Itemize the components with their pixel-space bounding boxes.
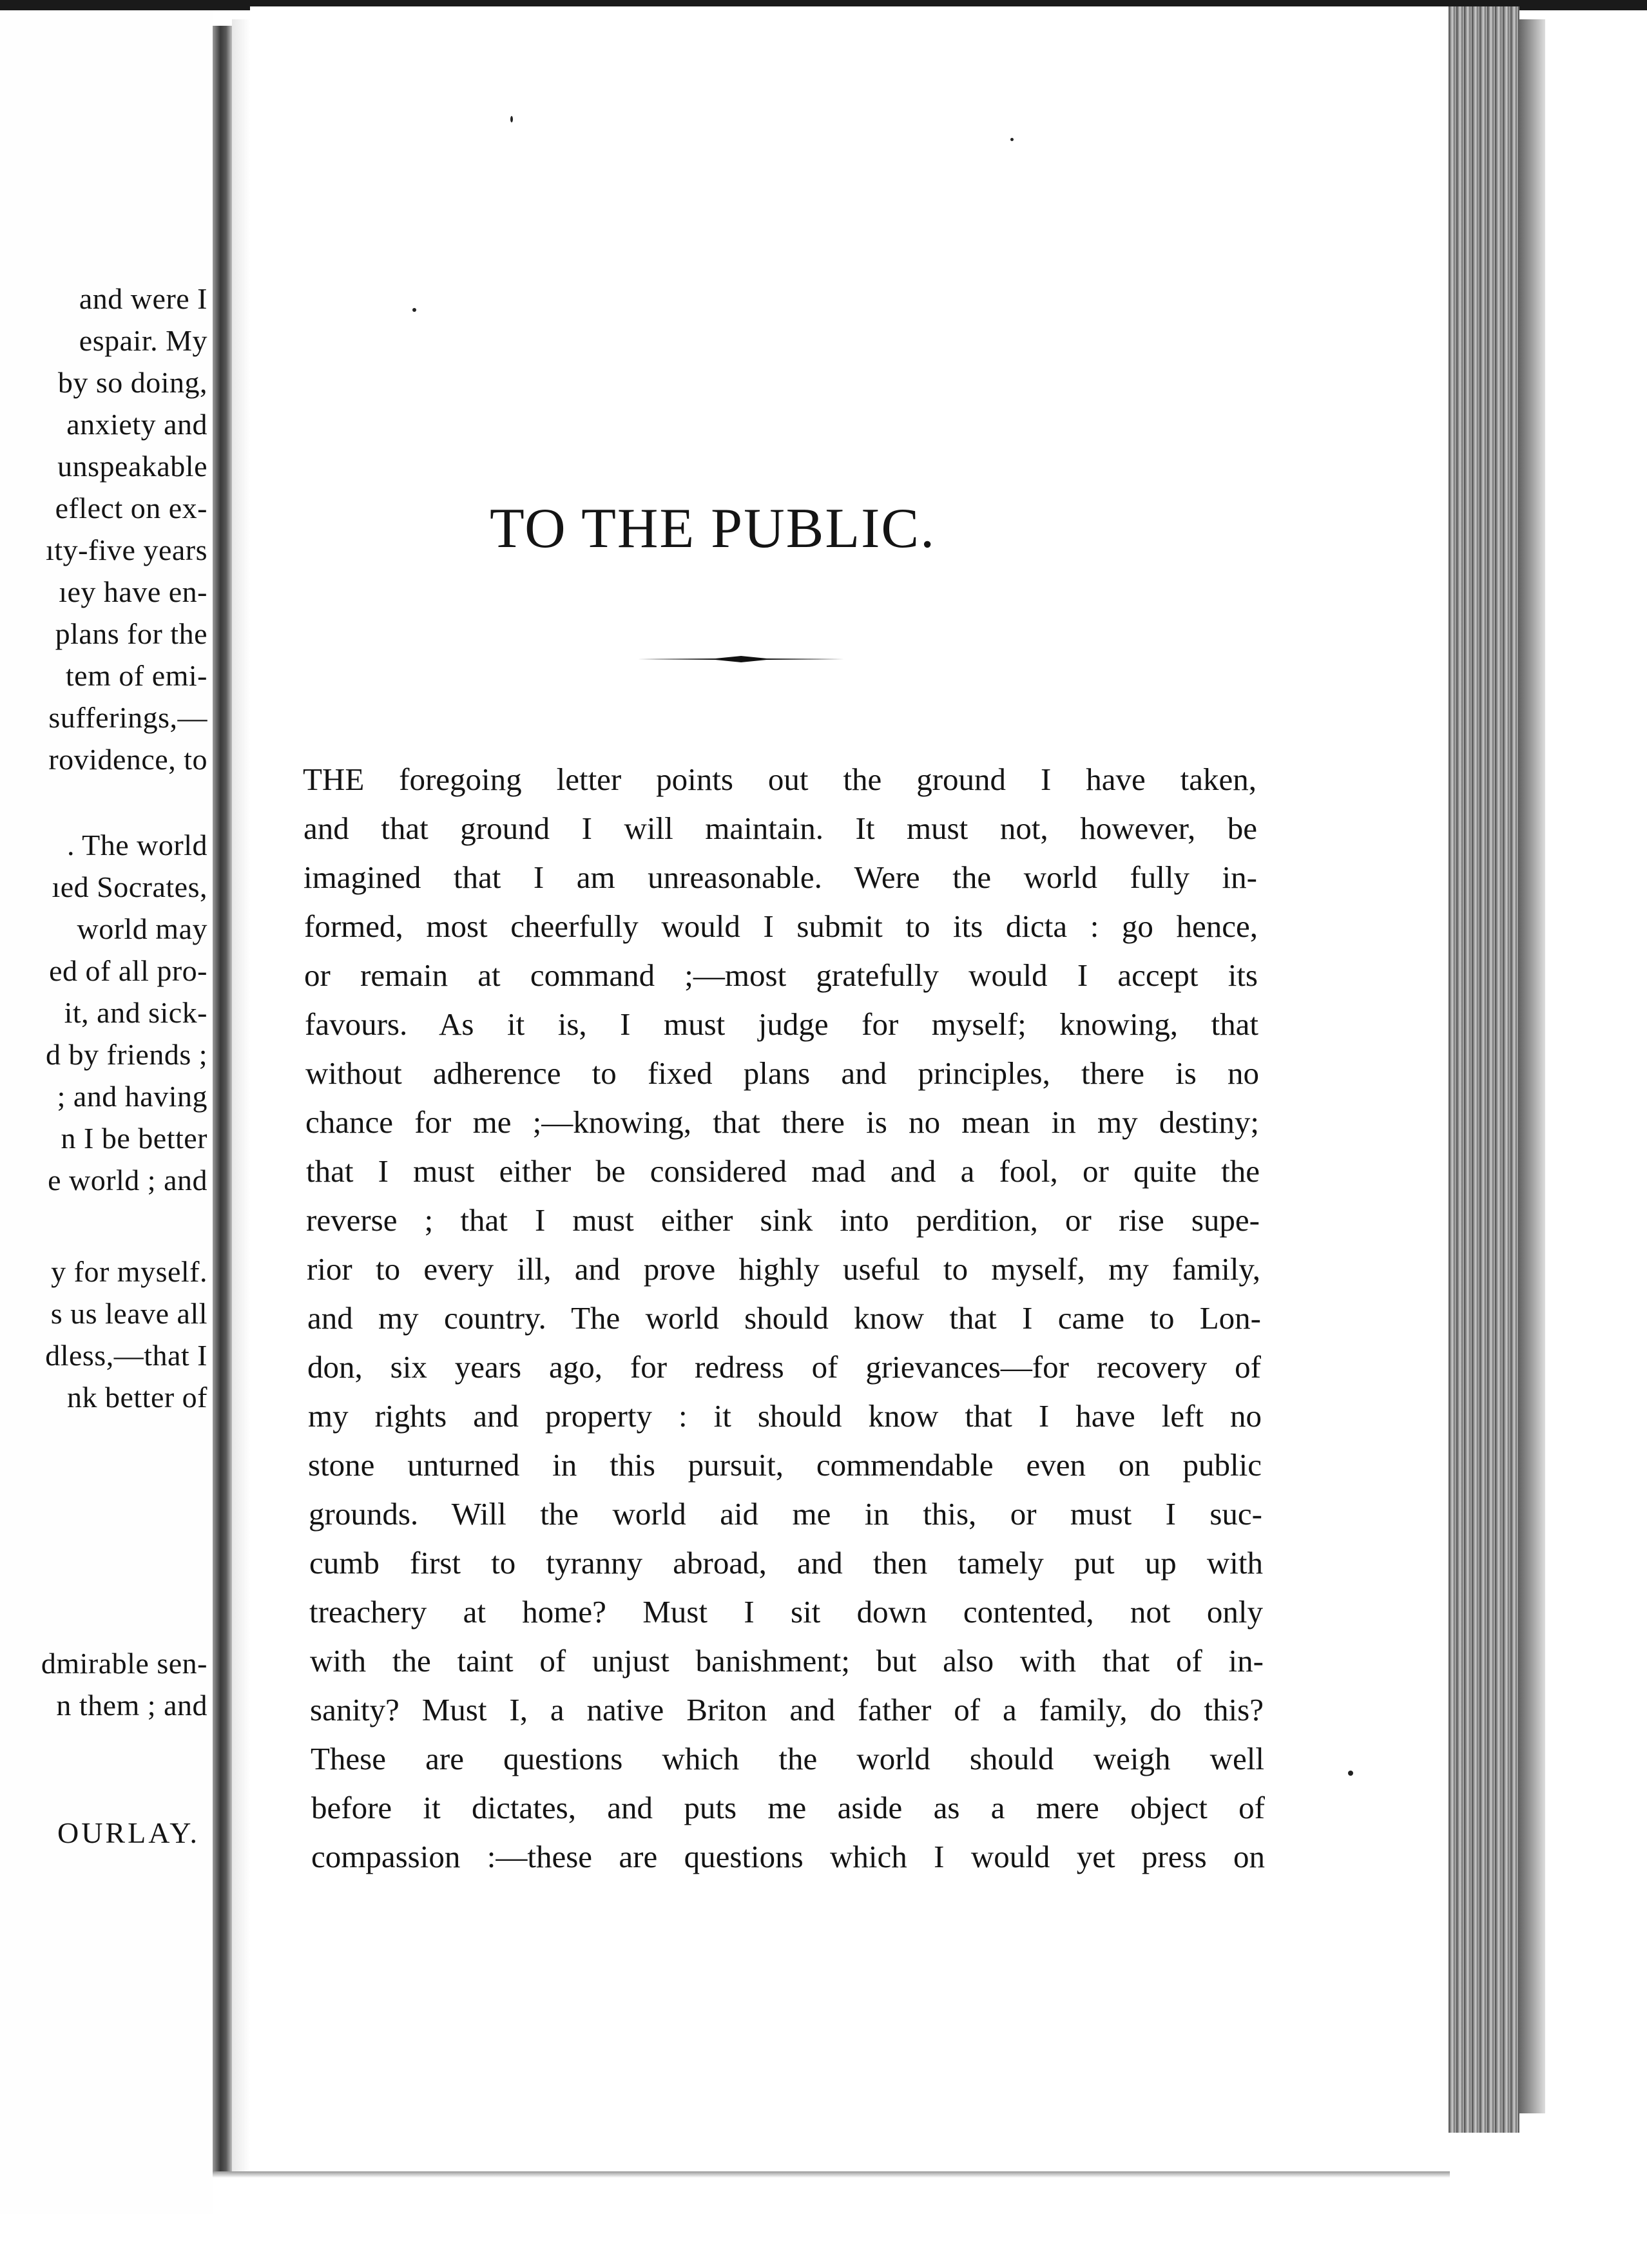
scan-speck bbox=[1348, 1771, 1353, 1776]
left-page-line: and were I bbox=[79, 282, 207, 315]
body-line: and that ground I will maintain. It must not, however, be bbox=[303, 811, 1257, 846]
body-line: chance for me ;—knowing, that there is no mean in my destiny; bbox=[305, 1104, 1259, 1140]
left-page-line: anxiety and bbox=[66, 408, 207, 441]
scan-speck bbox=[412, 308, 416, 312]
body-line: THE foregoing letter points out the ground I have taken, bbox=[303, 762, 1257, 797]
gutter-highlight bbox=[232, 19, 250, 2171]
bottom-page-shadow bbox=[213, 2171, 1450, 2178]
left-page-line: nk better of bbox=[66, 1381, 207, 1414]
body-line: sanity? Must I, a native Briton and father of a family, do this? bbox=[310, 1692, 1264, 1727]
left-page-line: d by friends ; bbox=[45, 1038, 207, 1071]
left-page-line: world may bbox=[77, 912, 207, 945]
body-line: favours. As it is, I must judge for myself; knowing, that bbox=[305, 1006, 1258, 1042]
body-line: stone unturned in this pursuit, commendable even on public bbox=[308, 1447, 1262, 1483]
left-page-line: rovidence, to bbox=[48, 743, 207, 776]
left-page-line: espair. My bbox=[79, 324, 207, 357]
body-line: formed, most cheerfully would I submit to its dicta : go hence, bbox=[304, 908, 1258, 944]
body-line: or remain at command ;—most gratefully would I accept its bbox=[304, 957, 1258, 993]
left-page-line: plans for the bbox=[55, 617, 207, 650]
body-line: treachery at home? Must I sit down contented, not only bbox=[309, 1594, 1263, 1629]
left-page bbox=[0, 10, 213, 2214]
body-line: that I must either be considered mad and a fool, or quite the bbox=[306, 1153, 1260, 1189]
left-page-line: . The world bbox=[66, 829, 207, 861]
page-title: TO THE PUBLIC. bbox=[490, 497, 936, 560]
left-page-line: ; and having bbox=[57, 1080, 207, 1113]
left-page-line: n I be better bbox=[61, 1122, 207, 1155]
body-line: and my country. The world should know that I came to Lon- bbox=[307, 1300, 1261, 1336]
scan-speck bbox=[510, 116, 513, 122]
body-line: my rights and property : it should know that I have left no bbox=[308, 1398, 1262, 1434]
ornamental-rule bbox=[638, 655, 844, 664]
page-edge-shadow bbox=[1519, 19, 1545, 2113]
left-page-line: ıed Socrates, bbox=[52, 870, 207, 903]
left-page-line: ıty-five years bbox=[46, 533, 207, 566]
body-line: grounds. Will the world aid me in this, or must I suc- bbox=[309, 1496, 1262, 1532]
left-page-line: y for myself. bbox=[51, 1255, 207, 1288]
body-line: reverse ; that I must either sink into perdition, or rise supe- bbox=[306, 1202, 1260, 1238]
body-line: without adherence to fixed plans and principles, there is no bbox=[305, 1055, 1259, 1091]
left-page-line: n them ; and bbox=[56, 1689, 207, 1722]
left-page-line: ıey have en- bbox=[59, 575, 207, 608]
left-page-line: by so doing, bbox=[57, 366, 207, 399]
book-gutter bbox=[213, 26, 232, 2171]
page-edges bbox=[1449, 6, 1519, 2133]
left-page-line: tem of emi- bbox=[65, 659, 207, 692]
left-page-line: s us leave all bbox=[50, 1297, 207, 1330]
body-line: These are questions which the world should weigh well bbox=[311, 1741, 1264, 1776]
left-page-line: sufferings,— bbox=[48, 701, 207, 734]
scan-speck bbox=[1010, 138, 1014, 141]
left-page-line: ed of all pro- bbox=[49, 954, 207, 987]
left-page-line: dless,—that I bbox=[45, 1339, 207, 1372]
left-page-line: unspeakable bbox=[57, 450, 207, 483]
body-line: compassion :—these are questions which I would yet press on bbox=[311, 1839, 1265, 1874]
left-page-line: it, and sick- bbox=[64, 996, 207, 1029]
left-page-line: e world ; and bbox=[48, 1164, 207, 1196]
body-line: before it dictates, and puts me aside as a mere object of bbox=[311, 1790, 1265, 1825]
body-line: imagined that I am unreasonable. Were the world fully in- bbox=[303, 860, 1257, 895]
body-line: don, six years ago, for redress of grievances—for recovery of bbox=[307, 1349, 1261, 1385]
body-line: cumb first to tyranny abroad, and then tamely put up with bbox=[309, 1545, 1263, 1581]
left-page-line: eflect on ex- bbox=[55, 492, 207, 524]
body-line: with the taint of unjust banishment; but also with that of in- bbox=[310, 1643, 1264, 1678]
left-page-signature: OURLAY. bbox=[57, 1816, 200, 1849]
body-line: rior to every ill, and prove highly useful to myself, my family, bbox=[307, 1251, 1260, 1287]
left-page-line: dmirable sen- bbox=[41, 1647, 207, 1680]
